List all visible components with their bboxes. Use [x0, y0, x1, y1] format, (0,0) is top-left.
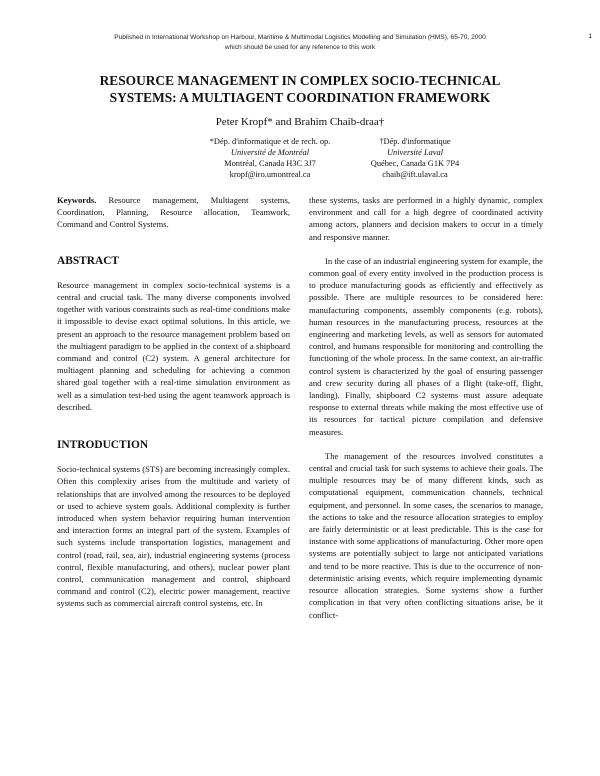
introduction-heading: INTRODUCTION — [57, 439, 149, 452]
left-column — [57, 194, 290, 610]
publication-note-line2: which should be used for any reference to this work — [224, 44, 376, 51]
keywords-label: Keywords. — [57, 195, 97, 205]
right-column — [309, 194, 543, 621]
keywords — [57, 194, 290, 231]
right-paragraph-2: In the case of an industrial engineering system for example, the common goal of every entity involved in the production process is to produce manufacturing goods as efficiently and effectively as possible. There are multiple resources to be considered here: manufacturing components, assembly components (e.g. robots), human resources in the manufacturing process, resources at the engineering and marketing levels, as well as sensors for automated control, and humans responsible for monitoring and controlling the functioning of the whole process. In the same context, an air-traffic control system is characterized by the goal of ensuring passenger and crew security during all phases of a flight (take-off, flight, landing). Finally, shipboard C2 systems must assure adequate response to external threats while making the most effective use of its resources for tactical picture compilation and defensive measures. — [309, 255, 543, 437]
affiliation-2-city: Québec, Canada G1K 7P4 — [370, 159, 460, 168]
paper-title — [40, 72, 560, 106]
affiliation-2-dept: †Dép. d'informatique — [379, 137, 451, 146]
abstract-heading: ABSTRACT — [57, 254, 120, 267]
publication-note — [40, 33, 560, 53]
title-line1: RESOURCE MANAGEMENT IN COMPLEX SOCIO-TECHNICAL — [99, 73, 501, 88]
affiliation-1-city: Montréal, Canada H3C 3J7 — [224, 159, 316, 168]
introduction-text: Socio-technical systems (STS) are becoming increasingly complex. Often this complexity arises from the multitude and variety of relationships that are involved among the resources to be deployed or used to achieve system goals. Additional complexity is further introduced when system behavior requiring human intervention and interaction forms an integral part of the system. Examples of such systems include transportation logistics, management and control (road, rail, sea, air), industrial engineering systems (process control, flexible manufacturing, and others), nuclear power plant control, communication management and control, shipboard command and control (C2), electric power management, reactive systems such as commercial aircraft control systems, etc. In — [57, 464, 290, 609]
affiliation-2-email: chaib@ift.ulaval.ca — [382, 170, 448, 179]
affiliation-1-email: kropf@iro.umontreal.ca — [229, 170, 311, 179]
title-line2: SYSTEMS: A MULTIAGENT COORDINATION FRAMEWORK — [109, 90, 491, 105]
affiliation-2-institution: Université Laval — [386, 148, 444, 157]
right-paragraph-1: these systems, tasks are performed in a highly dynamic, complex environment and call for a high degree of coordinated activity among actors, planners and decision makers to occur in a timely and responsive manner. — [309, 195, 543, 242]
right-paragraph-3: The management of the resources involved constitutes a central and crucial task for such systems to achieve their goals. The multiple resources may be of many different kinds, such as computational equipment, communication channels, technical equipment, and personnel. In some cases, the scenarios to manage, the actions to take and the resource allocation strategies to employ are fairly deterministic or at least predictable. This is the case for instance with some applications of manufacturing. Other more open systems are potentially subject to large not anticipated variations and tend to be more reactive. This is due to the occurrence of non-deterministic arising events, which require implementing dynamic resource allocation strategies. Some systems show a further complication in that very often conflicting situations arise, be it conflict- — [309, 450, 543, 620]
authors: Peter Kropf* and Brahim Chaib-draa† — [215, 116, 385, 128]
abstract-text: Resource management in complex socio-technical systems is a central and crucial task. The many diverse components involved together with various constraints such as real-time conditions make it impossible to devise exact optimal solutions. In this article, we present an approach to the resource management problem based on the multiagent paradigm to be applied in the context of a shipboard command and control (C2) system. A general architecture for multiagent planning and scheduling for achieving a common shared goal together with a real-time simulation environment as well as a simulation test-bed using the agent teamwork approach is described. — [57, 279, 290, 412]
keywords-text: Resource management, Multiagent systems, Coordination, Planning, Resource allocation, Teamwork, Command and Control Systems. — [57, 195, 290, 230]
publication-note-line1: Published in International Workshop on Harbour, Maritime & Multimodal Logistics Modelling and Simulation (HMS), 65-70, 2000 — [114, 34, 486, 41]
affiliation-1-institution: Université de Montréal — [230, 148, 310, 157]
affiliation-1 — [195, 136, 345, 180]
affiliation-2 — [345, 136, 485, 180]
affiliation-1-dept: *Dép. d'informatique et de rech. op. — [209, 137, 331, 146]
page-number: 1 — [588, 33, 592, 40]
